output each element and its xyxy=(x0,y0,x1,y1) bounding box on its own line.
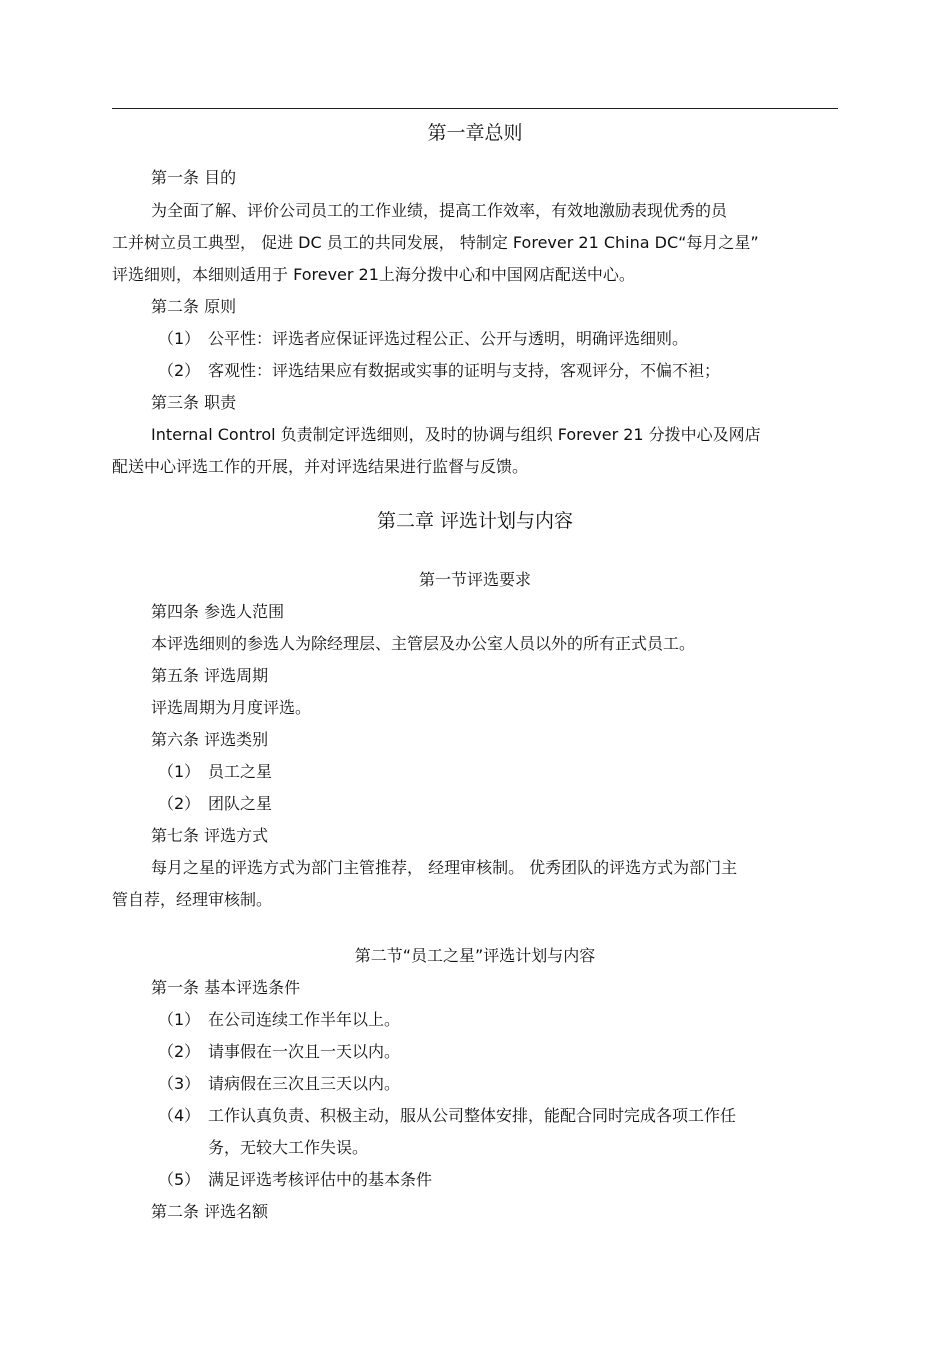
article4-heading: 第四条 参选人范围 xyxy=(151,602,285,621)
article3-paragraph-line1: Internal Control 负责制定评选细则，及时的协调与组织 Forever 21 分拨中心及网店 xyxy=(151,425,761,444)
article5-paragraph: 评选周期为月度评选。 xyxy=(151,698,312,717)
article1-paragraph-line3: 评选细则，本细则适用于 Forever 21上海分拨中心和中国网店配送中心。 xyxy=(112,265,635,284)
article1-heading: 第一条 目的 xyxy=(151,168,237,187)
section1-title: 第一节评选要求 xyxy=(418,570,531,589)
article2-item2-number: （2） xyxy=(158,361,201,380)
section2-title: 第二节“员工之星”评选计划与内容 xyxy=(354,946,596,965)
chapter1-title: 第一章总则 xyxy=(427,122,523,144)
article7-paragraph-line1: 每月之星的评选方式为部门主管推荐， 经理审核制。 优秀团队的评选方式为部门主 xyxy=(151,858,738,877)
s2-article2-heading: 第二条 评选名额 xyxy=(151,1202,269,1221)
article7-heading: 第七条 评选方式 xyxy=(151,826,269,845)
article6-item2-number: （2） xyxy=(158,794,201,813)
article6-item2-text: 团队之星 xyxy=(208,794,273,813)
s2-item5-text: 满足评选考核评估中的基本条件 xyxy=(208,1170,433,1189)
article6-heading: 第六条 评选类别 xyxy=(151,730,269,749)
header-rule xyxy=(112,108,838,109)
article2-item2-text: 客观性：评选结果应有数据或实事的证明与支持，客观评分，不偏不袒； xyxy=(208,361,721,380)
s2-item3-number: （3） xyxy=(158,1074,201,1093)
article3-paragraph-line2: 配送中心评选工作的开展，并对评选结果进行监督与反馈。 xyxy=(112,457,529,476)
article2-item1-number: （1） xyxy=(158,329,201,348)
s2-item1-number: （1） xyxy=(158,1010,201,1029)
s2-item4-continuation: 务，无较大工作失误。 xyxy=(208,1138,369,1157)
chapter2-title: 第二章 评选计划与内容 xyxy=(376,510,574,532)
article3-heading: 第三条 职责 xyxy=(151,393,237,412)
s2-item3-text: 请病假在三次且三天以内。 xyxy=(208,1074,401,1093)
article7-paragraph-line2: 管自荐，经理审核制。 xyxy=(112,890,273,909)
article6-item1-number: （1） xyxy=(158,762,201,781)
article5-heading: 第五条 评选周期 xyxy=(151,666,269,685)
s2-item5-number: （5） xyxy=(158,1170,201,1189)
s2-item2-text: 请事假在一次且一天以内。 xyxy=(208,1042,401,1061)
article2-heading: 第二条 原则 xyxy=(151,297,237,316)
s2-item4-number: （4） xyxy=(158,1106,201,1125)
article2-item1-text: 公平性：评选者应保证评选过程公正、公开与透明，明确评选细则。 xyxy=(208,329,689,348)
article1-paragraph-line1: 为全面了解、评价公司员工的工作业绩，提高工作效率，有效地激励表现优秀的员 xyxy=(151,201,728,220)
s2-article1-heading: 第一条 基本评选条件 xyxy=(151,978,301,997)
article6-item1-text: 员工之星 xyxy=(208,762,273,781)
s2-item2-number: （2） xyxy=(158,1042,201,1061)
s2-item1-text: 在公司连续工作半年以上。 xyxy=(208,1010,401,1029)
article1-paragraph-line2: 工并树立员工典型， 促进 DC 员工的共同发展， 特制定 Forever 21 China DC“每月之星” xyxy=(112,233,759,252)
s2-item4-text: 工作认真负责、积极主动，服从公司整体安排，能配合同时完成各项工作任 xyxy=(208,1106,737,1125)
article4-paragraph: 本评选细则的参选人为除经理层、主管层及办公室人员以外的所有正式员工。 xyxy=(151,634,696,653)
